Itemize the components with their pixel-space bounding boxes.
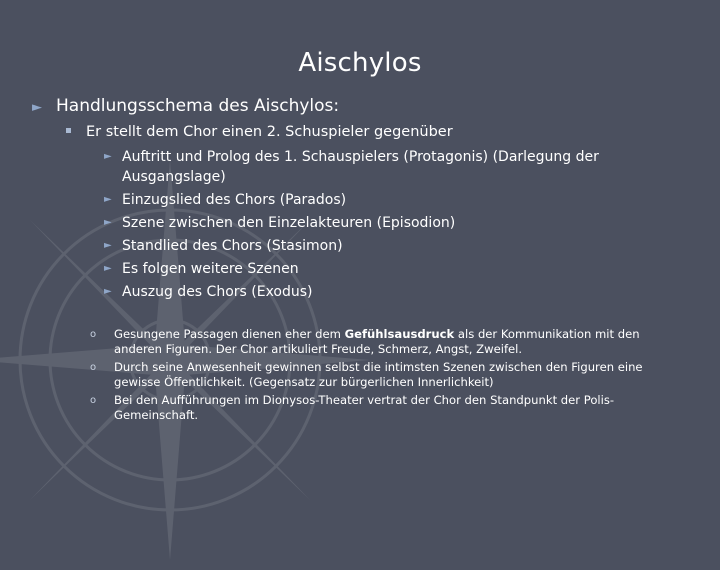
arrow-right-icon: ► [104, 194, 112, 205]
heading-text: Handlungsschema des Aischylos: [56, 96, 340, 116]
arrow-right-icon: ► [104, 151, 112, 162]
list-item [104, 236, 644, 256]
list-item [104, 190, 644, 210]
note-text: als der Kommunikation mit den anderen Figuren. Der Chor artikuliert Freude, Schmerz, Angst, Zweifel. [114, 327, 640, 356]
list-item-text: Einzugslied des Chors (Parados) [122, 192, 347, 208]
circle-bullet-icon: o [90, 329, 97, 340]
note-text: Bei den Aufführungen im Dionysos-Theater vertrat der Chor den Standpunkt der Polis-Gemeinschaft. [114, 393, 615, 422]
list-item-text: Auszug des Chors (Exodus) [122, 284, 313, 300]
list-item [104, 282, 644, 302]
note-item [90, 393, 690, 423]
note-text: Gesungene Passagen dienen eher dem [114, 327, 345, 341]
list-item-text: Es folgen weitere Szenen [122, 261, 299, 277]
list-item [104, 147, 644, 187]
structure-list [104, 147, 644, 305]
arrow-right-icon: ► [104, 240, 112, 251]
notes-list [90, 327, 690, 426]
arrow-right-icon: ► [104, 286, 112, 297]
note-text: Durch seine Anwesenheit gewinnen selbst die intimsten Szenen zwischen den Figuren eine gewisse Öffentlichkeit. (Gegensatz zur bürgerlichen Innerlichkeit) [114, 360, 643, 389]
list-item-text: Standlied des Chors (Stasimon) [122, 238, 343, 254]
list-item-text: Auftritt und Prolog des 1. Schauspielers (Protagonis) (Darlegung der Ausgangslage) [122, 149, 599, 185]
subpoint-text: Er stellt dem Chor einen 2. Schuspieler gegenüber [86, 124, 453, 140]
circle-bullet-icon: o [90, 362, 97, 373]
arrow-right-icon: ► [104, 217, 112, 228]
square-bullet-icon [66, 128, 71, 133]
main-heading [32, 96, 339, 116]
arrow-right-icon: ► [104, 263, 112, 274]
slide-title: Aischylos [298, 48, 422, 78]
note-item [90, 327, 690, 357]
list-item-text: Szene zwischen den Einzelakteuren (Episodion) [122, 215, 456, 231]
list-item [104, 213, 644, 233]
circle-bullet-icon: o [90, 395, 97, 406]
note-bold-text: Gefühlsausdruck [344, 327, 455, 341]
note-item [90, 360, 690, 390]
subpoint [66, 124, 453, 140]
list-item [104, 259, 644, 279]
arrow-right-icon: ► [32, 100, 42, 115]
